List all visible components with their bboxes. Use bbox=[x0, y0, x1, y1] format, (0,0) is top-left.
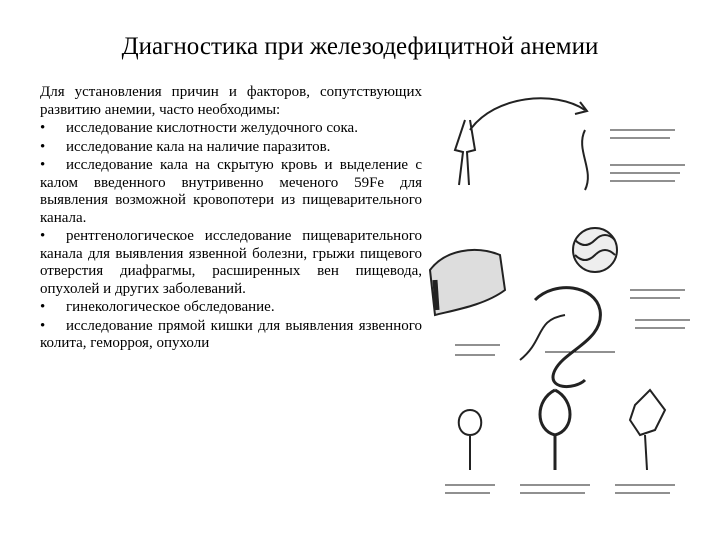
liver-shape bbox=[430, 250, 505, 315]
cell-icon-1 bbox=[459, 410, 482, 470]
bullet: • bbox=[40, 228, 46, 244]
bullet: • bbox=[40, 138, 46, 155]
list-item: • исследование прямой кишки для выявления язвенного колита, геморроя, опухоли bbox=[40, 317, 422, 351]
cycle-arrow bbox=[470, 98, 585, 130]
stomach-shape bbox=[582, 130, 588, 190]
list-item: • исследование кала на скрытую кровь и выделение с калом введенного внутривенно меченого 59Fe для выявления возможной кровопотери из пищеварительного канала. bbox=[40, 157, 422, 226]
cell-icon-2 bbox=[540, 390, 570, 470]
list-item: • гинекологическое обследование. bbox=[40, 299, 275, 315]
list-item: • рентгенологическое исследование пищеварительного канала для выявления язвенной болезни, грыжи пищевого отверстия диафрагмы, расширенных вен пищевода, опухолей и других заболеваний. bbox=[40, 228, 422, 297]
bullet: • bbox=[40, 157, 46, 173]
digestive-tract-diagram bbox=[425, 90, 710, 510]
slide-body bbox=[40, 84, 422, 354]
intro-text: Для установления причин и факторов, сопутствующих развитию анемии, часто необходимы: bbox=[40, 84, 422, 118]
bullet: • bbox=[40, 317, 46, 334]
slide-title: Диагностика при железодефицитной анемии bbox=[121, 33, 599, 60]
list-item: • исследование кислотности желудочного сока. bbox=[40, 120, 358, 136]
list-item: • исследование кала на наличие паразитов. bbox=[40, 138, 331, 155]
cell-icon-3 bbox=[630, 390, 665, 470]
bullet: • bbox=[40, 299, 46, 315]
bullet: • bbox=[40, 120, 46, 136]
intestine-shape bbox=[535, 288, 600, 387]
esophagus-shape bbox=[455, 120, 465, 185]
